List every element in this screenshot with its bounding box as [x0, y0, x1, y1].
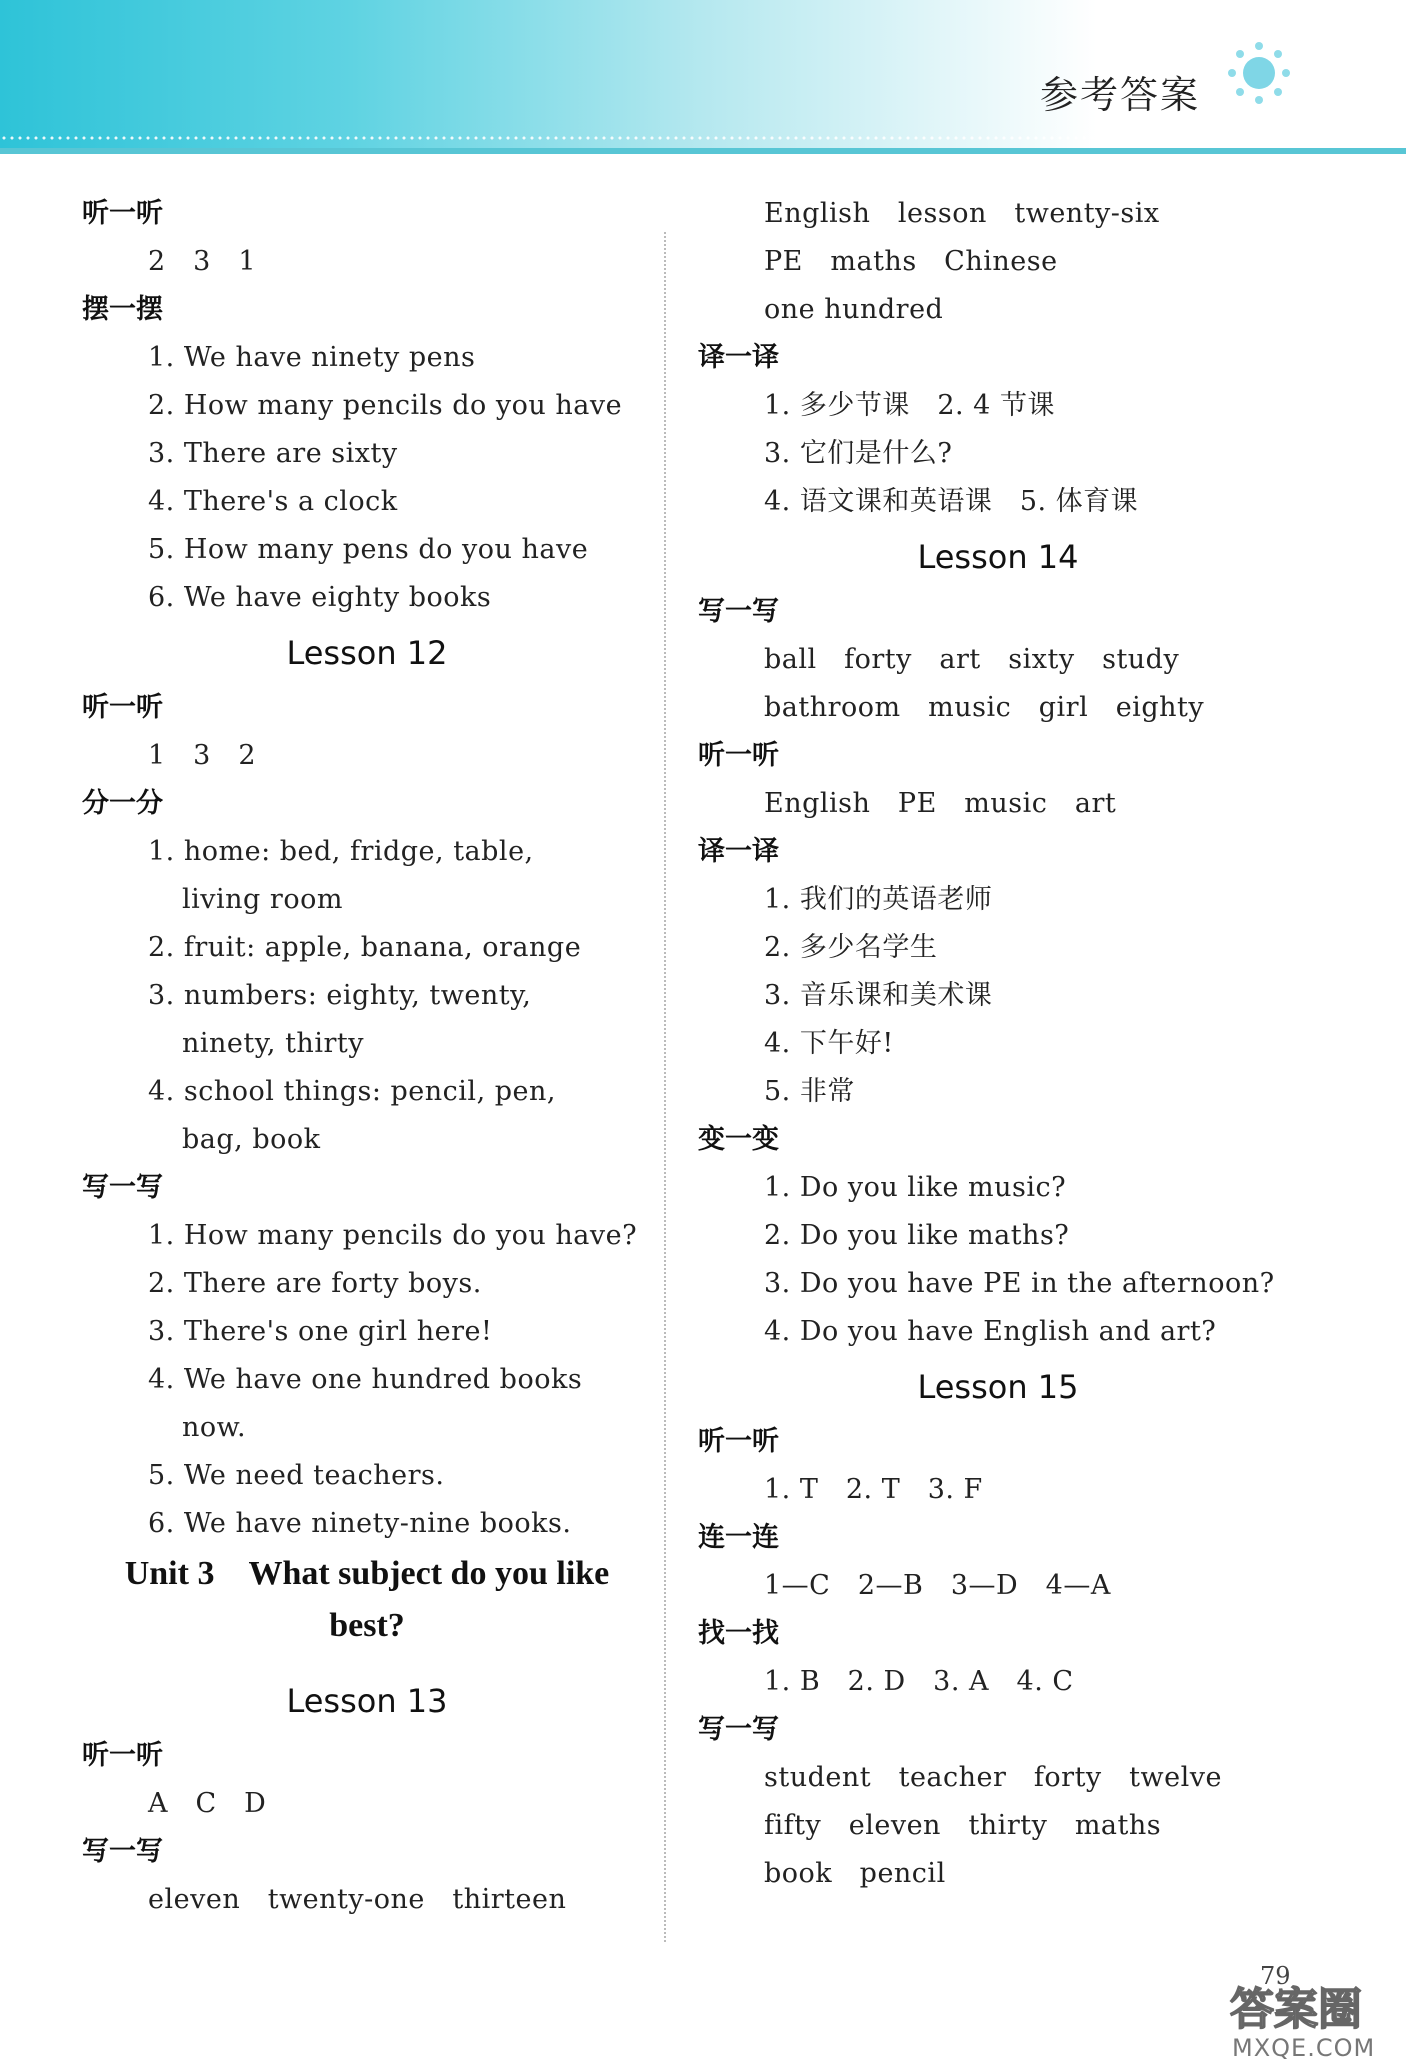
answer-line: 2. There are forty boys. — [148, 1268, 482, 1299]
answer-line: 4. 语文课和英语课 5. 体育课 — [764, 486, 1139, 517]
watermark-url: MXQE.COM — [1232, 2034, 1376, 2062]
answer-line: 1. Do you like music? — [764, 1172, 1067, 1203]
unit-title: Unit 3 What subject do you like — [124, 1555, 610, 1592]
section-heading: 分一分 — [82, 788, 163, 819]
answer-line: English lesson twenty-six — [764, 198, 1160, 229]
answer-line: 2. Do you like maths? — [764, 1220, 1070, 1251]
answer-line: 1. T 2. T 3. F — [764, 1474, 983, 1505]
unit-title: best? — [329, 1607, 405, 1644]
answer-line: 5. 非常 — [764, 1076, 855, 1107]
section-heading: 听一听 — [698, 1426, 779, 1457]
answer-line: A C D — [148, 1788, 267, 1819]
answer-line: bag, book — [182, 1124, 321, 1155]
answer-line: 4. Do you have English and art? — [764, 1316, 1217, 1347]
answer-line: 3. Do you have PE in the afternoon? — [764, 1268, 1275, 1299]
answer-line: bathroom music girl eighty — [764, 692, 1205, 723]
answer-line: now. — [182, 1412, 247, 1443]
answer-line: 1. 我们的英语老师 — [764, 884, 993, 915]
answer-line: 3. numbers: eighty, twenty, — [148, 980, 532, 1011]
answer-line: 2. fruit: apple, banana, orange — [148, 932, 582, 963]
header-dots — [0, 136, 1150, 140]
answer-line: fifty eleven thirty maths — [764, 1810, 1162, 1841]
answer-line: 1—C 2—B 3—D 4—A — [764, 1570, 1111, 1601]
section-heading: 写一写 — [82, 1172, 163, 1203]
answer-line: student teacher forty twelve — [764, 1762, 1222, 1793]
header-rule — [0, 148, 1406, 154]
left-column — [82, 190, 652, 1924]
section-heading: 译一译 — [698, 342, 779, 373]
answer-line: English PE music art — [764, 788, 1117, 819]
answer-line: 1. home: bed, fridge, table, — [148, 836, 534, 867]
section-heading: 写一写 — [698, 1714, 779, 1745]
answer-line: eleven twenty-one thirteen — [148, 1884, 567, 1915]
answer-line: 2. 多少名学生 — [764, 932, 938, 963]
answer-line: 3. There are sixty — [148, 438, 398, 469]
answer-line: 1. 多少节课 2. 4 节课 — [764, 390, 1055, 421]
lesson-title: Lesson 13 — [286, 1682, 448, 1720]
answer-line: 1. How many pencils do you have? — [148, 1220, 638, 1251]
column-divider — [664, 232, 666, 1942]
answer-line: 4. 下午好! — [764, 1028, 894, 1059]
answer-line: 1. We have ninety pens — [148, 342, 476, 373]
answer-line: 2 3 1 — [148, 246, 257, 277]
answer-line: 4. There's a clock — [148, 486, 398, 517]
answer-line: 5. We need teachers. — [148, 1460, 445, 1491]
section-heading: 连一连 — [698, 1522, 779, 1553]
answer-line: 6. We have eighty books — [148, 582, 492, 613]
section-heading: 摆一摆 — [82, 294, 163, 325]
answer-line: 5. How many pens do you have — [148, 534, 589, 565]
section-heading: 听一听 — [82, 1740, 163, 1771]
answer-line: 3. 它们是什么? — [764, 438, 953, 469]
answer-line: 1. B 2. D 3. A 4. C — [764, 1666, 1074, 1697]
section-heading: 变一变 — [698, 1124, 779, 1155]
answer-line: 3. 音乐课和美术课 — [764, 980, 993, 1011]
section-heading: 写一写 — [82, 1836, 163, 1867]
answer-line: living room — [182, 884, 343, 915]
watermark-logo — [1226, 1980, 1386, 2036]
answer-line: 2. How many pencils do you have — [148, 390, 623, 421]
sun-icon — [1226, 40, 1292, 106]
answer-line: ball forty art sixty study — [764, 644, 1180, 675]
lesson-title: Lesson 12 — [286, 634, 448, 672]
lesson-title: Lesson 14 — [917, 538, 1079, 576]
section-heading: 写一写 — [698, 596, 779, 627]
section-heading: 找一找 — [698, 1618, 779, 1649]
page-number: 79 — [1260, 1962, 1291, 1990]
answer-line: ninety, thirty — [182, 1028, 364, 1059]
section-heading: 听一听 — [82, 198, 163, 229]
answer-line: book pencil — [764, 1858, 946, 1889]
svg-text:答案圈: 答案圈 — [1230, 1984, 1362, 2035]
section-heading: 译一译 — [698, 836, 779, 867]
answer-line: 4. We have one hundred books — [148, 1364, 583, 1395]
answer-line: 3. There's one girl here! — [148, 1316, 493, 1347]
section-heading: 听一听 — [82, 692, 163, 723]
answer-line: 1 3 2 — [148, 740, 257, 771]
answer-line: one hundred — [764, 294, 944, 325]
answer-line: 4. school things: pencil, pen, — [148, 1076, 556, 1107]
page-title: 参考答案 — [1039, 73, 1200, 117]
answer-line: 6. We have ninety-nine books. — [148, 1508, 572, 1539]
right-column — [698, 190, 1298, 1898]
section-heading: 听一听 — [698, 740, 779, 771]
answer-line: PE maths Chinese — [764, 246, 1058, 277]
lesson-title: Lesson 15 — [917, 1368, 1079, 1406]
